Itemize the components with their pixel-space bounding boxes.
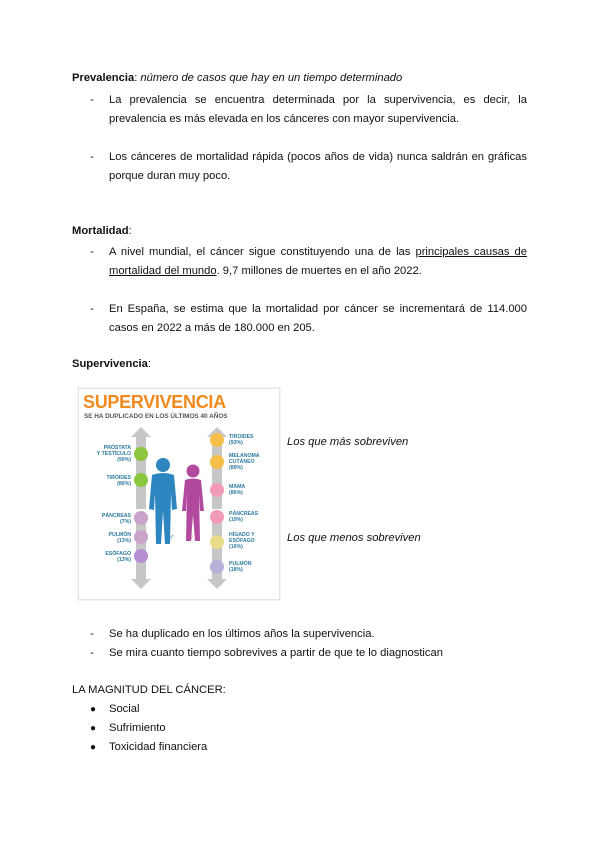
supervivencia-item-1-text: Se ha duplicado en los últimos años la supervivencia. <box>109 628 375 640</box>
left-label-3: PÁNCREAS (7%) <box>101 513 131 525</box>
mortalidad-heading <box>72 225 132 237</box>
left-label-4: PULMÓN (13%) <box>108 532 131 544</box>
pancreas-right-icon <box>210 510 224 524</box>
supervivencia-title: Supervivencia <box>72 358 148 370</box>
mortalidad-item-1-pre: A nivel mundial, el cáncer sigue constituyendo una de las <box>109 246 416 258</box>
thyroid-left-icon <box>134 473 148 487</box>
esophagus-left-icon <box>134 549 148 563</box>
right-label-5: HÍGADO Y ESÓFAGO (16%) <box>229 532 255 550</box>
right-label-1: TIROIDES (93%) <box>229 434 254 446</box>
mortalidad-item-2-text: En España, se estima que la mortalidad por cáncer se incrementará de 114.000 casos en 2022 a más de 180.000 en 205. <box>109 303 527 334</box>
right-label-6: PULMÓN (18%) <box>229 561 252 573</box>
prevalencia-item-2: - Los cánceres de mortalidad rápida (pocos años de vida) nunca saldrán en gráficas porque duran muy poco. <box>90 148 527 186</box>
liver-icon <box>210 535 224 549</box>
right-label-2: MELANOMA CUTÁNEO (89%) <box>229 453 260 471</box>
supervivencia-heading <box>72 358 151 370</box>
supervivencia-colon: : <box>147 358 151 370</box>
magnitud-heading: LA MAGNITUD DEL CÁNCER: <box>72 684 226 696</box>
infographic-subtitle: SE HA DUPLICADO EN LOS ÚLTIMOS 40 AÑOS <box>84 413 228 420</box>
prostate-icon <box>134 447 148 461</box>
female-symbol: ♀ <box>188 532 195 542</box>
pancreas-left-icon <box>134 511 148 525</box>
prevalencia-heading <box>72 72 402 84</box>
breast-icon <box>210 483 224 497</box>
mortalidad-item-1-post: . 9,7 millones de muertes en el año 2022. <box>216 265 422 277</box>
magnitud-item-3-text: Toxicidad financiera <box>109 741 208 753</box>
left-label-5: ESÓFAGO (13%) <box>105 551 131 563</box>
mortalidad-item-1: - A nivel mundial, el cáncer sigue constituyendo una de las principales causas de mortalidad del mundo. 9,7 millones de muertes en el año 2022. <box>90 243 527 281</box>
prevalencia-item-1-text: La prevalencia se encuentra determinada por la supervivencia, es decir, la prevalencia es más elevada en los cánceres con mayor supervivencia. <box>109 94 527 125</box>
lung-left-icon <box>134 530 148 544</box>
supervivencia-infographic <box>78 388 280 600</box>
supervivencia-item-2: - Se mira cuanto tiempo sobrevives a partir de que te lo diagnostican <box>90 644 527 663</box>
lung-right-icon <box>210 560 224 574</box>
prevalencia-item-1: - La prevalencia se encuentra determinada por la supervivencia, es decir, la prevalencia es más elevada en los cánceres con mayor supervivencia. <box>90 91 527 129</box>
right-label-4: PÁNCREAS (10%) <box>229 511 259 523</box>
prevalencia-item-2-text: Los cánceres de mortalidad rápida (pocos años de vida) nunca saldrán en gráficas porque duran muy poco. <box>109 151 527 182</box>
mortalidad-item-1-text <box>109 243 527 281</box>
mortalidad-link[interactable]: principales causas de mortalidad del mundo <box>109 246 528 277</box>
caption-least-survive: Los que menos sobreviven <box>287 532 421 544</box>
left-up-arrow <box>131 427 151 509</box>
prevalencia-colon: : <box>134 72 138 84</box>
mortalidad-item-2: - En España, se estima que la mortalidad por cáncer se incrementará de 114.000 casos en 2022 a más de 180.000 en 205. <box>90 300 527 338</box>
melanoma-icon <box>210 455 224 469</box>
mortalidad-colon: : <box>128 225 132 237</box>
left-label-1: PRÓSTATA Y TESTÍCULO (90%) <box>96 445 131 463</box>
supervivencia-item-1: - Se ha duplicado en los últimos años la supervivencia. <box>90 625 527 644</box>
magnitud-item-2-text: Sufrimiento <box>109 722 166 734</box>
bullet-icon: ● <box>90 723 97 734</box>
supervivencia-item-2-text: Se mira cuanto tiempo sobrevives a partir de que te lo diagnostican <box>109 647 443 659</box>
left-label-2: TIROIDES (86%) <box>106 475 131 487</box>
right-down-arrow <box>207 514 227 589</box>
caption-most-survive: Los que más sobreviven <box>287 436 409 448</box>
prevalencia-definition: número de casos que hay en un tiempo determinado <box>140 72 403 84</box>
right-label-3: MAMA (86%) <box>229 484 246 496</box>
male-symbol: ♂ <box>168 532 175 542</box>
bullet-icon: ● <box>90 742 97 753</box>
thyroid-right-icon <box>210 433 224 447</box>
infographic-title: SUPERVIVENCIA <box>83 392 226 412</box>
female-figure <box>182 465 204 542</box>
bullet-icon: ● <box>90 704 97 715</box>
mortalidad-title: Mortalidad <box>72 225 129 237</box>
prevalencia-title: Prevalencia <box>72 72 135 84</box>
magnitud-item-1-text: Social <box>109 703 140 715</box>
